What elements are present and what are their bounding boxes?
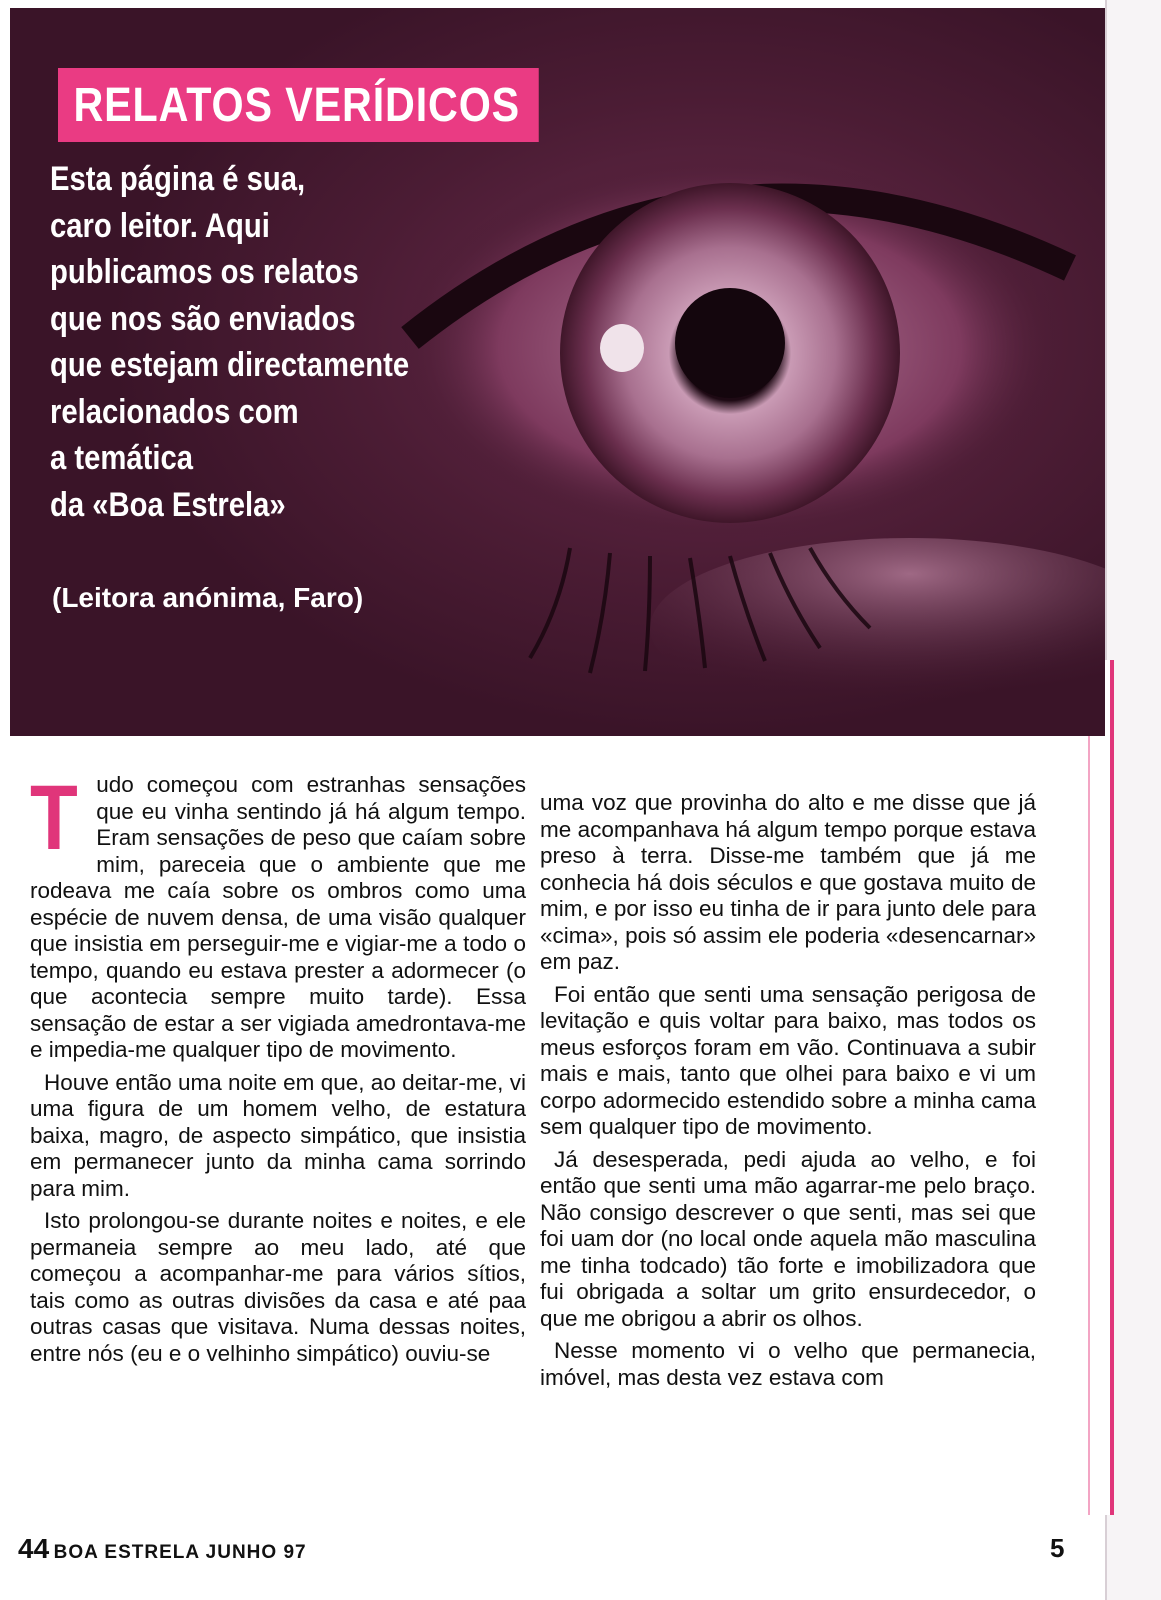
drop-cap: T [30,767,78,869]
page-footer [18,1533,307,1565]
page-number: 44 [18,1533,50,1564]
article-column-left [30,767,526,1373]
article-paragraph: Foi então que senti uma sensação perigosa de levitação e quis voltar para baixo, mas todos os meus esforços foram em vão. Continuava a subir mais e mais, tanto que olhei para baixo e vi um corpo adormecido estendido sobre a minha cama sem qualquer tipo de movimento. [540,981,1036,1139]
adjacent-page-number: 5 [1050,1533,1065,1563]
article-paragraph: uma voz que provinha do alto e me disse que já me acompanhava há algum tempo porque estava preso à terra. Disse-me também que já me conhecia há dois séculos e que gostava muito de mim, e por isso eu tinha de ir para junto dele para «cima», pois só assim ele poderia «desencarnar» em paz. [540,790,1036,974]
article-paragraph: Isto prolongou-se durante noites e noites, e ele permaneia sempre ao meu lado, até que começou a acompanhar-me para vários sítios, tais como as outras divisões da casa e até paa outras casas que visitava. Numa dessas noites, entre nós (eu e o velhinho simpático) ouviu-se [30,1208,526,1366]
intro-line: caro leitor. Aqui [50,206,270,245]
intro-line: relacionados com [50,392,299,431]
intro-line: da «Boa Estrela» [50,485,286,524]
magazine-issue: BOA ESTRELA JUNHO 97 [53,1542,307,1563]
intro-line: Esta página é sua, [50,160,306,198]
article-column-right [540,790,1036,1397]
adjacent-page-border [1088,660,1114,1515]
intro-line: a temática [50,439,194,477]
intro-text [50,156,566,528]
article-paragraph [30,767,526,1064]
hero-banner [10,8,1105,736]
section-title-text: RELATOS VERÍDICOS [73,78,521,132]
article-paragraph: Nesse momento vi o velho que permanecia, imóvel, mas desta vez estava com [540,1338,1036,1390]
paragraph-text: udo começou com estranhas sensações que eu vinha sentindo já há algum tempo. Eram sensações de peso que caíam sobre mim, pareceia que o ambiente que me rodeava me caía sobre os ombros como uma espécie de nuvem densa, de uma visão qualquer que insistia em perseguir-me e vigiar-me a todo o tempo, quando eu estava prester a adormecer (o que acontecia sempre muito tarde). Essa sensação de estar a ser vigiada amedrontava-me e impedia-me qualquer tipo de movimento. [30,772,526,1062]
article-body [30,767,1070,1532]
section-title [58,68,539,142]
intro-line: publicamos os relatos [50,253,359,291]
article-paragraph: Já desesperada, pedi ajuda ao velho, e foi então que senti uma mão agarrar-me pelo braço. Não consigo descrever o que senti, mas sei que foi uam dor (no local onde aquela mão masculina me tinha todcado) tão forte e imobilizadora que fui obrigada a soltar um grito ensurdecedor, o que me obrigou a abrir os olhos. [540,1146,1036,1331]
intro-line: que nos são enviados [50,299,356,338]
article-paragraph: Houve então uma noite em que, ao deitar-me, vi uma figura de um homem velho, de estatura baixa, magro, de aspecto simpático, que insistia em permanecer junto da minha cama sorrindo para mim. [30,1069,526,1201]
intro-line: que estejam directamente [50,346,410,384]
author-credit: (Leitora anónima, Faro) [52,582,364,613]
